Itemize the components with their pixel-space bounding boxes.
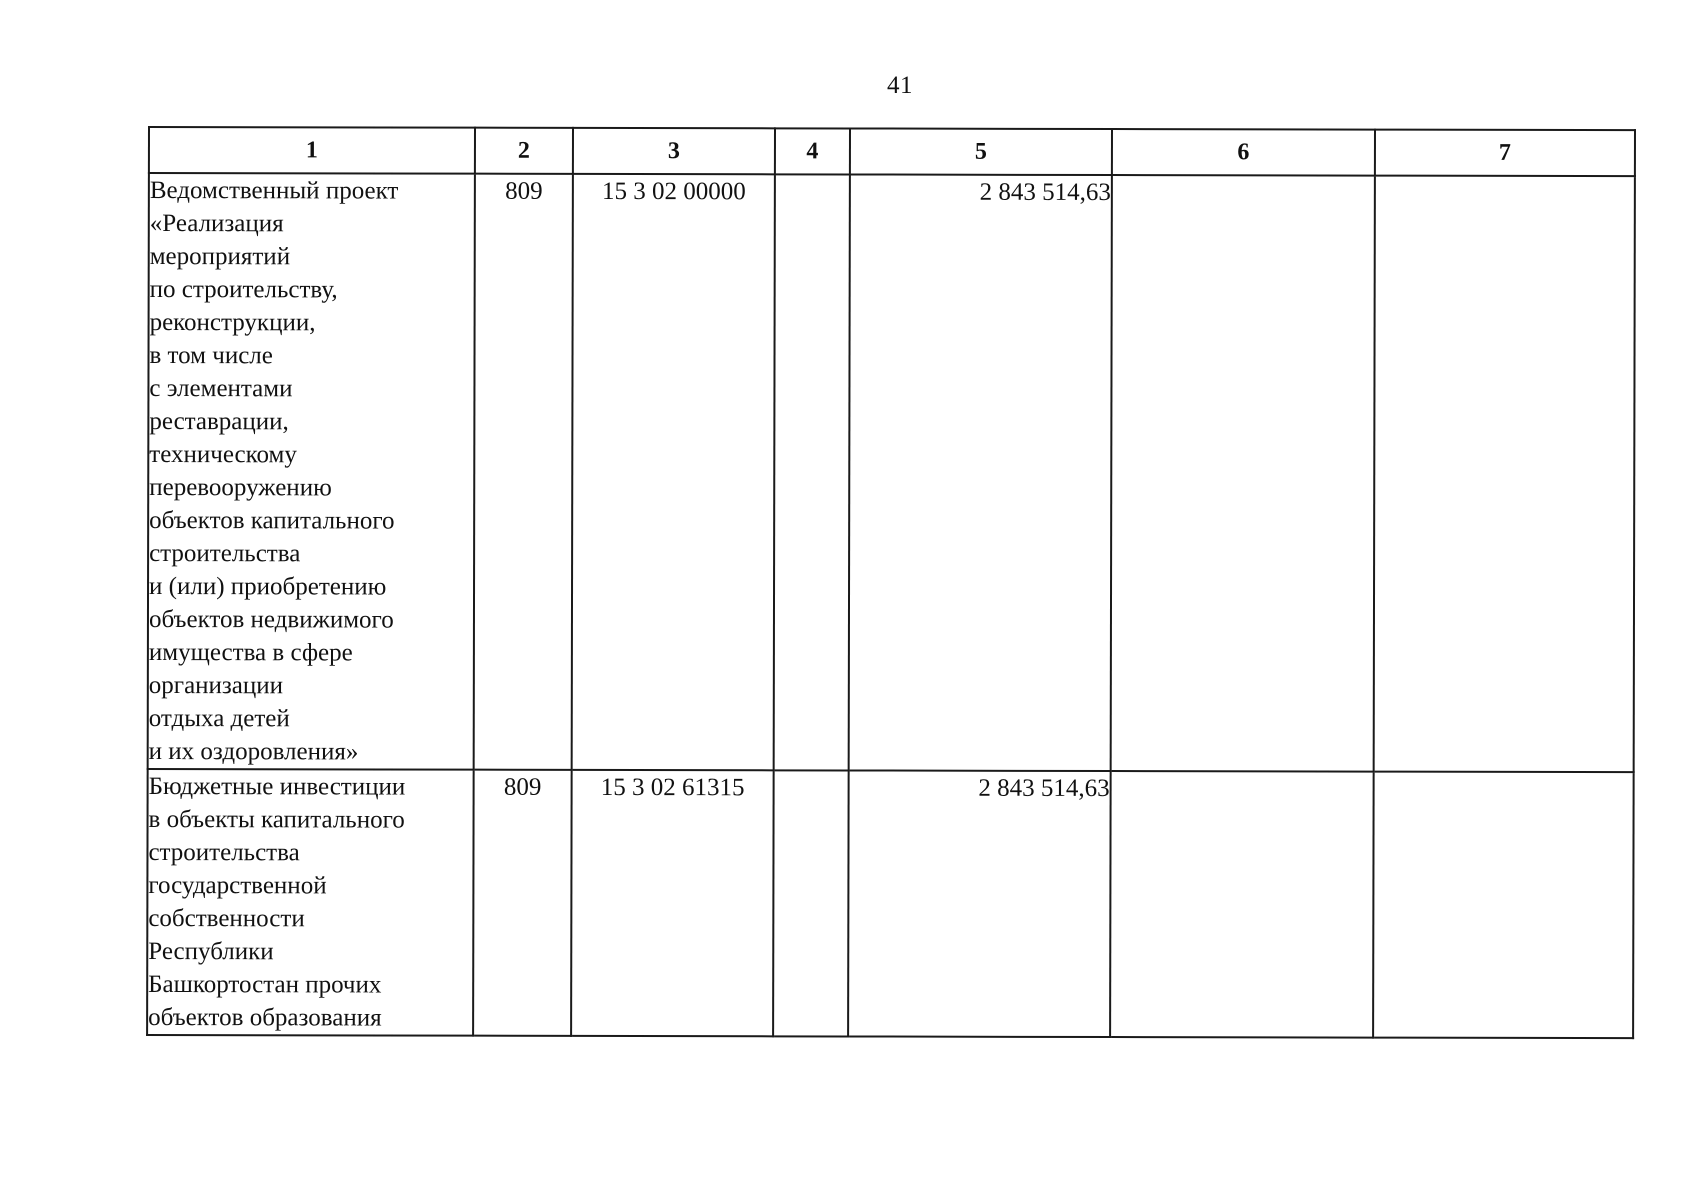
column-header-7: 7 bbox=[1375, 130, 1635, 177]
row-col4-cell bbox=[773, 770, 849, 1036]
document-sheet bbox=[146, 126, 1634, 1039]
column-header-2: 2 bbox=[475, 128, 573, 174]
row-col6-cell bbox=[1111, 175, 1375, 772]
row-col7-cell bbox=[1373, 772, 1634, 1039]
header-row bbox=[149, 127, 1635, 176]
page-number: 41 bbox=[887, 72, 913, 99]
column-header-3: 3 bbox=[573, 128, 775, 174]
table-row bbox=[148, 173, 1635, 772]
row-col5-cell: 2 843 514,63 bbox=[848, 770, 1111, 1037]
row-col2-cell: 809 bbox=[474, 174, 573, 770]
row-col6-cell bbox=[1110, 771, 1374, 1038]
row-name-cell: Ведомственный проект «Реализация мероприятий по строительству, реконструкции, в том числе с элементами реставрации, техническому перевооружению объектов капитального строительства и (или) приобретению объектов недвижимого имущества в сфере организации отдыха детей и их оздоровления» bbox=[148, 173, 475, 770]
column-header-4: 4 bbox=[775, 128, 850, 174]
row-col3-cell: 15 3 02 00000 bbox=[572, 174, 775, 770]
row-col3-cell: 15 3 02 61315 bbox=[571, 770, 774, 1036]
row-col2-cell: 809 bbox=[473, 770, 572, 1036]
table-row bbox=[147, 769, 1634, 1038]
row-name-cell: Бюджетные инвестиции в объекты капитального строительства государственной собственности Республики Башкортостан прочих объектов образования bbox=[147, 769, 474, 1036]
row-col7-cell bbox=[1374, 176, 1635, 773]
column-header-6: 6 bbox=[1112, 129, 1375, 176]
row-col4-cell bbox=[774, 174, 850, 770]
column-header-1: 1 bbox=[149, 127, 475, 174]
column-header-5: 5 bbox=[850, 128, 1112, 175]
row-col5-cell: 2 843 514,63 bbox=[849, 174, 1112, 771]
budget-table bbox=[146, 126, 1636, 1039]
